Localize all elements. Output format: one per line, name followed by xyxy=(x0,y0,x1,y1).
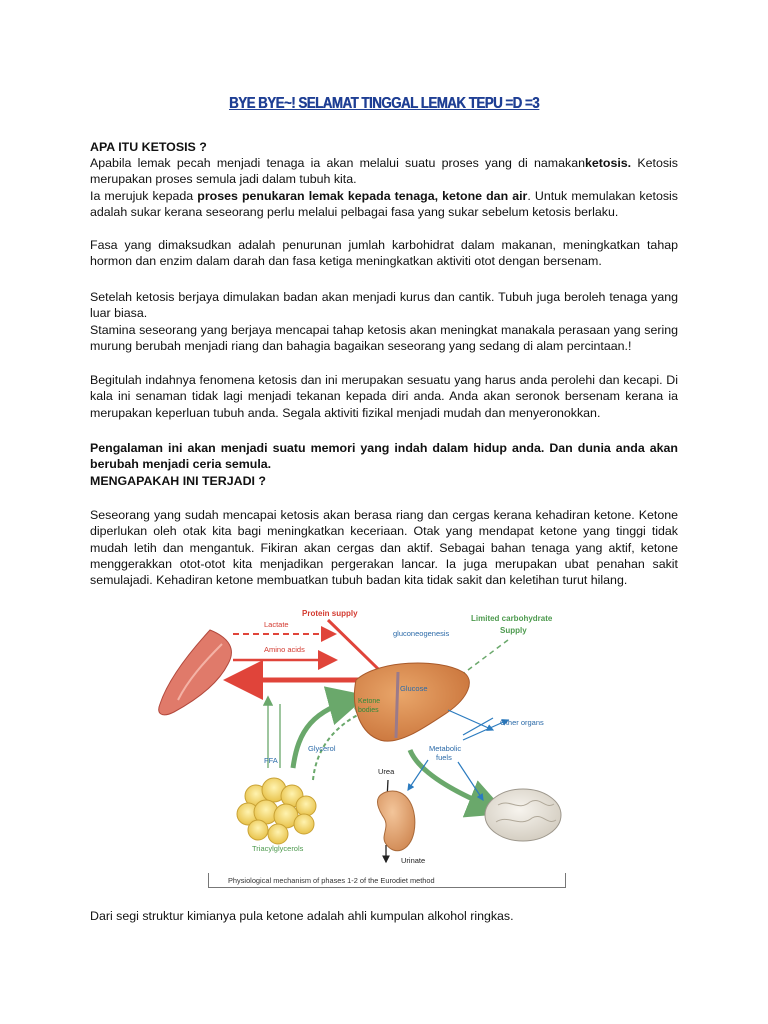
label-metabolic: Metabolic xyxy=(429,744,462,753)
label-supply: Supply xyxy=(500,626,527,635)
label-urinate: Urinate xyxy=(401,856,426,865)
paragraph-ketosis-process xyxy=(90,188,678,221)
paragraph-begitulah: Begitulah indahnya fenomena ketosis dan ini merupakan sesuatu yang harus anda perolehi dan kecapi. Di kala ini senaman tidak lagi menjadi tekanan kepada diri anda. Anda akan seronok bersenam kerana ia merupakan keperluan tubuh anda. Segala aktiviti fizikal menjadi mudah dan menyeronokkan. xyxy=(90,373,678,420)
kidney-icon xyxy=(378,791,415,851)
paragraph-pengalaman: Pengalaman ini akan menjadi suatu memori yang indah dalam hidup anda. Dan dunia anda akan berubah menjadi ceria semula. xyxy=(90,441,678,472)
label-ketone: Ketone xyxy=(358,698,381,705)
label-ffa: FFA xyxy=(264,756,278,765)
heading-mengapakah: MENGAPAKAH INI TERJADI ? xyxy=(90,474,266,488)
paragraph-struktur-kimia: Dari segi struktur kimianya pula ketone adalah ahli kumpulan alkohol ringkas. xyxy=(90,909,514,923)
label-fuels: fuels xyxy=(436,753,452,762)
paragraph-ketosis-intro xyxy=(90,155,678,220)
paragraph-ketosis-definition xyxy=(90,155,678,188)
document-title: BYE BYE~! SELAMAT TINGGAL LEMAK TEPU =D =3 xyxy=(228,95,540,112)
text-run: Ia merujuk kepada xyxy=(90,188,198,203)
figure-caption: Physiological mechanism of phases 1-2 of the Eurodiet method xyxy=(228,876,435,885)
brain-icon xyxy=(485,789,561,841)
label-lactate: Lactate xyxy=(264,620,289,629)
label-gluconeogenesis: gluconeogenesis xyxy=(393,629,450,638)
bold-phrase-conversion: proses penukaran lemak kepada tenaga, ketone dan air xyxy=(197,188,528,203)
label-urea: Urea xyxy=(378,767,395,776)
paragraph-seseorang: Seseorang yang sudah mencapai ketosis akan berasa riang dan cergas kerana kehadiran ketone. Ketone diperlukan oleh otak kita bagi meningkatkan keceriaan. Otak yang mendapat ketone yang tinggi tidak mudah letih dan mengantuk. Fikiran akan cergas dan aktif. Sebagai bahan tenaga yang aktif, ketone menggerakkan otot-otot kita menjadikan pergerakan lancar. Ia juga merupakan ubat penahan sakit semulajadi. Kehadiran ketone membuatkan tubuh badan kita tidak sakit dan keletihan turut hilang. xyxy=(90,508,678,588)
heading-apa-itu-ketosis: APA ITU KETOSIS ? xyxy=(90,140,207,154)
label-glycerol: Glycerol xyxy=(308,744,336,753)
label-amino-acids: Amino acids xyxy=(264,645,305,654)
label-glucose: Glucose xyxy=(400,684,428,693)
fat-cells-icon xyxy=(237,778,316,844)
diagram-graphics xyxy=(118,600,593,890)
text-run: Ketosis merupakan proses semula jadi dalam tubuh kita. xyxy=(90,156,679,187)
label-limited-carbohydrate: Limited carbohydrate xyxy=(471,614,553,623)
text-run: Apabila lemak pecah menjadi tenaga ia akan melalui suatu proses yang di namakan xyxy=(90,156,585,170)
label-bodies: bodies xyxy=(358,707,379,714)
muscle-icon xyxy=(159,630,232,715)
paragraph-stamina: Stamina seseorang yang berjaya mencapai tahap ketosis akan meningkat manakala perasaan yang sering murung berubah menjadi riang dan bahagia bagaikan seseorang yang sedang di alam percintaan.! xyxy=(90,323,678,354)
text-run: . Untuk memulakan ketosis adalah sukar kerana seseorang perlu melalui pelbagai fasa yang sukar sebelum ketosis berlaku. xyxy=(90,188,678,219)
label-other-organs: Other organs xyxy=(500,718,544,727)
bold-term-ketosis: ketosis. xyxy=(584,156,632,170)
paragraph-fasa: Fasa yang dimaksudkan adalah penurunan jumlah karbohidrat dalam makanan, meningkatkan tahap hormon dan enzim dalam darah dan fasa ketiga meningkatkan aktiviti otot dengan bersenam. xyxy=(90,238,678,269)
ketosis-diagram xyxy=(118,600,593,890)
paragraph-setelah: Setelah ketosis berjaya dimulakan badan akan menjadi kurus dan cantik. Tubuh juga beroleh tenaga yang luar biasa. xyxy=(90,290,678,321)
label-protein-supply: Protein supply xyxy=(302,609,358,618)
label-triacylglycerols: Triacylglycerols xyxy=(252,844,304,853)
